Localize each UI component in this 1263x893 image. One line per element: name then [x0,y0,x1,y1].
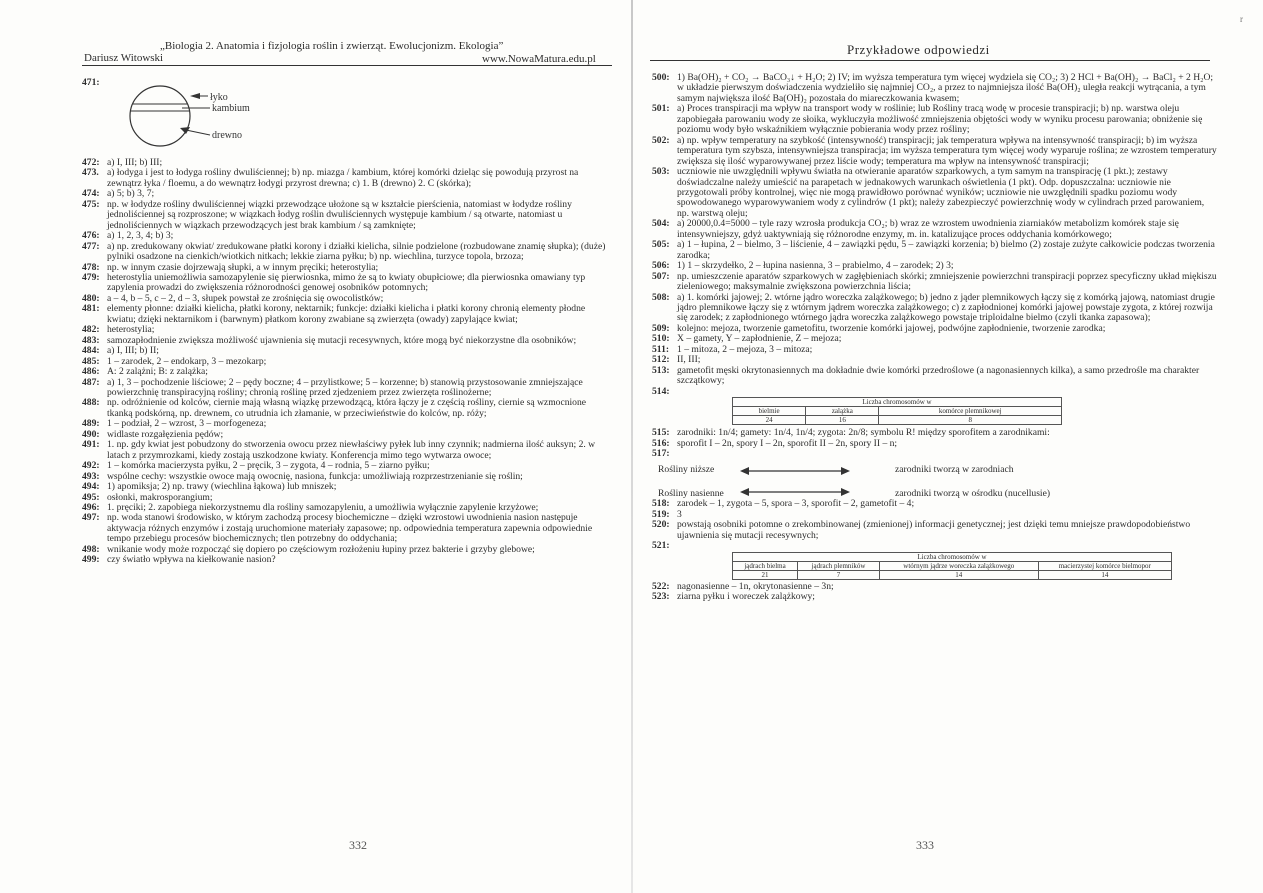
entry-number: 475: [82,198,100,210]
table-title: Liczba chromosomów w [733,552,1172,561]
entry-text: widlaste rozgałęzienia pędów; [107,428,224,440]
entry-text: a) np. zredukowany okwiat/ zredukowane płatki korony i działki kielicha, silnie podzielone (rozbudowane znamię słupka); (duże) pylniki osadzone na cienkich/wiotkich nitkach; lekkie ziarna pyłku; b) np. wiechlina, turzyce topola, brzoza; [107,240,606,263]
answer-entry [652,541,1217,551]
answer-entry [82,367,612,377]
answer-entry [652,136,1217,167]
table-cell: 16 [806,416,879,425]
answer-entry [82,398,612,419]
answer-entry [652,167,1217,219]
double-arrow [740,486,850,498]
entry-text: np. w łodydze rośliny dwuliściennej wiązki przewodzące ułożone są w kształcie pierścienia, natomiast w łodydze rośliny jednoliściennej są rozproszone; w wiązkach łodyg roślin dwuliściennych występuje kambium / są otwarte, natomiast u jednoliściennych w wiązkach przewodzących jest brak kambium / są zamknięte; [107,198,572,231]
scheme-label: Rośliny nasienne [658,488,724,500]
entry-number: 478: [82,261,100,273]
entry-text: A: 2 zalążni; B: z zalążka; [107,366,208,378]
entry-number: 472: [82,157,100,168]
entry-text: np. odróżnienie od kolców, ciernie mają własną wiązkę przewodzącą, która łączy je z częścią rośliny, ciernie są wzmocnione tkanką podskórną, np. drewnem, co utrudnia ich złamanie, w przeciwieństwie do kolców, np. róży; [107,397,587,419]
table-cell: 8 [879,416,1062,425]
entry-text: 1) 1 – skrzydełko, 2 – łupina nasienna, 3 – prabielmo, 4 – zarodek; 2) 3; [677,260,954,272]
entry-number: 492: [82,460,100,472]
answer-entry [82,378,612,399]
scheme-label: Rośliny niższe [658,464,715,476]
scheme-label: zarodniki tworzą w ośrodku (nucellusie) [895,488,1051,500]
diagram-label: kambium [212,103,250,114]
entry-number: 522: [652,580,670,592]
entry-text: zarodek – 1, zygota – 5, spora – 3, sporofit – 2, gametofit – 4; [677,498,915,510]
entry-number: 513: [652,364,670,376]
header-rule [650,60,1210,61]
entry-text: sporofit I – 2n, spory I – 2n, sporofit II – 2n, spory II – n; [677,437,898,449]
table-cell: 21 [733,570,798,579]
entry-text [677,387,1217,397]
answer-entry [82,200,612,231]
stem-outline [130,86,190,146]
entry-number: 483: [82,334,100,346]
answer-entry [652,73,1217,104]
answer-entry [652,240,1217,261]
entry-text: powstają osobniki potomne o zrekombinowanej (zmienionej) informacji genetycznej; jest dzięki temu mniejsze prawdopodobieństwo ujawnienia się mutacji recesywnych; [677,519,1191,541]
answer-entry [82,440,612,461]
answer-entry [652,104,1217,135]
answer-entry [652,293,1217,324]
page-number: 333 [916,838,934,852]
entry-text: II, III; [677,354,701,366]
table-header: zalążka [806,407,879,416]
table-header: bielmie [733,407,806,416]
answer-entry [652,520,1217,541]
table-514 [652,397,1217,425]
header-rule [82,65,612,66]
entry-number: 491: [82,439,100,451]
answer-list [652,73,1217,397]
entry-number: 518: [652,498,670,510]
answer-entry [652,366,1217,387]
answer-entry [82,242,612,263]
entry-number: 486: [82,366,100,378]
answer-entry [652,272,1217,293]
entry-number: 504: [652,218,670,230]
entry-text: a) 1, 2, 3, 4; b) 3; [107,230,174,242]
table-cell: 7 [798,570,880,579]
entry-text: np. woda stanowi środowisko, w którym zachodzą procesy biochemiczne – dzięki wzrostowi uwodnienia nasion następuje aktywacja różnych enzymów i zostają uruchomione materiały zapasowe; np. odpowiednia temperatura zapewnia odpowiednie tempo przebiegu procesów biochemicznych; tlen potrzebny do oddychania; [107,512,593,545]
entry-number: 493: [82,470,100,482]
entry-number: 476: [82,230,100,242]
answer-entry [652,428,1217,438]
entry-text: nagonasienne – 1n, okrytonasienne – 3n; [677,580,834,592]
entry-text: 1 – komórka macierzysta pyłku, 2 – pręcik, 3 – zygota, 4 – rodnia, 5 – ziarno pyłku; [107,460,430,472]
entry-text: 1) Ba(OH)₂ + CO₂ → BaCO₃↓ + H₂O; 2) IV; im wyższa temperatura tym więcej wydziela się CO₂; 3) 2 HCl + Ba(OH)₂ → BaCl₂ + 2 H₂O; w układzie pierwszym doświadczenia wydzieliło się najmniej CO₂, a przez to najmniejsza ilość Ba(OH)₂ uległa reakcji wytrącania, a tym samym największa ilość Ba(OH)₂ pozostała do miareczkowania kwasem; [677,72,1214,104]
scheme-label: zarodniki tworzą w zarodniach [895,464,1014,476]
entry-text: zarodniki: 1n/4; gamety: 1n/4, 1n/4; zygota: 2n/8; symbolu R! między sporofitem a zarodnikami: [677,427,1050,439]
answer-entry [82,168,612,189]
entry-text: a) I, III; b) III; [107,157,163,168]
entry-text: 1 – zarodek, 2 – endokarp, 3 – mezokarp; [107,355,267,367]
entry-text: 1) apomiksja; 2) np. trawy (wiechlina łąkowa) lub mniszek; [107,481,337,493]
entry-number: 514: [652,385,670,397]
entry-number: 523: [652,591,670,603]
answer-list [652,499,1217,551]
entry-text: a) 20000,0.4=5000 – tyle razy wzrosła produkcja CO₂; b) wraz ze wzrostem uwodnienia ziarniaków metabolizm komórek staje się intensywniejszy, gdyż uaktywniają się różnorodne enzymy, m. in. katalizujące proces oddychania komórkowego; [677,218,1179,240]
entry-number: 508: [652,291,670,303]
entry-text: 3 [677,508,682,520]
answer-entry [82,513,612,544]
entry-text: a) I, III; b) II; [107,345,159,357]
right-answer-column [652,73,1217,603]
entry-number: 515: [652,427,670,439]
entry-text: a – 4, b – 5, c – 2, d – 3, słupek powstał ze zrośnięcia się owocolistków; [107,292,384,304]
entry-text: a) Proces transpiracji ma wpływ na transport wody w roślinie; lub Rośliny tracą wodę w procesie transpiracji; b) np. warstwa oleju zapobiegała parowaniu wody ze słoika, wykluczyła możliwość zmniejszenia objętości wody w wyniku procesu parowania; obniżenie się poziomu wody było wskaźnikiem wyłącznie pobierania wody przez rośliny; [677,103,1203,136]
table-header: jądrach bielma [733,561,798,570]
table-header: wtórnym jądrze woreczka zalążkowego [879,561,1038,570]
entry-number: 507: [652,270,670,282]
entry-number: 501: [652,103,670,115]
answer-entry [652,592,1217,602]
answer-entry [82,482,612,492]
entry-text: a) np. wpływ temperatury na szybkość (intensywność) transpiracji; jak temperatura wpływa na intensywność transpiracji; b) im wyższa temperatura tym szybsza, intensywniejsza transpiracja; im wyższa temperatura tym więcej wody wyparuje roślina; ze wzrostem temperatury zwiększa się ilość wyparowywanej przez liście wody; temperatura ma wpływ na intensywność transpiracji; [677,134,1217,167]
diagram-471 [82,78,612,158]
entry-number: 477: [82,240,100,252]
entry-text: czy światło wpływa na kiełkowanie nasion? [107,554,276,566]
answer-entry [82,304,612,325]
entry-text: uczniowie nie uwzględnili wpływu światła na otwieranie aparatów szparkowych, a tym samym na transpirację (1 pkt.); zestawy doświadczalne należy umieścić na parapetach w jednakowych warunkach oświetlenia (1 pkt). Odp. dopuszczalna: uczniowie nie przygotowali próby kontrolnej, więc nie mogą prawidłowo porównać wyników; uczniowie nie uwzględnili spadku poziomu wody spowodowanego wyparowywaniem wody z cylindrów (1 pkt); należy zabezpieczyć powierzchnię wody w cylindrach przed parowaniem, np. warstwą oleju; [677,166,1205,219]
entry-text: heterostylia uniemożliwia samozapylenie się pierwiosnka, mimo że są to kwiaty obupłciowe; dla pierwiosnka omawiany typ zapylenia prowadzi do zwiększenia różnorodności genowej osobników potomnych; [107,271,586,294]
entry-number: 512: [652,354,670,366]
answer-entry [652,499,1217,509]
entry-text: wnikanie wody może rozpocząć się dopiero po częściowym rozłożeniu łupiny przez bakterie i grzyby glebowe; [107,543,535,555]
entry-text: 1. pręciki; 2. zapobiega niekorzystnemu dla rośliny samozapyleniu, a umożliwia wyłącznie zapylenie krzyżowe; [107,501,539,513]
entry-number: 511: [652,343,670,355]
entry-number: 487: [82,376,100,388]
entry-number: 505: [652,239,670,251]
entry-text: ziarna pyłku i woreczek zalążkowy; [677,591,815,603]
table-cell: 14 [1038,570,1171,579]
left-answer-column [82,78,612,566]
entry-text: X – gamety, Y – zapłodnienie, Z – mejoza; [677,333,842,345]
entry-number: 490: [82,428,100,440]
entry-text: wspólne cechy: wszystkie owoce mają owocnię, nasiona, funkcja: umożliwiają rozprzestrzenianie się roślin; [107,470,523,482]
entry-number: 498: [82,543,100,555]
entry-number: 473. [82,167,99,179]
entry-number: 480: [82,292,100,304]
site-url: www.NowaMatura.edu.pl [482,53,596,65]
entry-number: 474: [82,188,100,200]
entry-number: 497: [82,512,100,524]
answer-list [652,582,1217,603]
stem-cross-section-diagram [82,78,282,158]
entry-number: 488: [82,397,100,409]
table-521 [652,552,1217,580]
entry-text: a) łodyga i jest to łodyga rośliny dwuliściennej; b) np. miazga / kambium, której komórki dzieląc się powodują przyrost na zewnątrz łyka / floemu, a do wewnątrz łodygi przyrost drewna; c) 1. B (drewno) 2. C (skórka); [107,167,579,189]
entry-text: a) 5; b) 3, 7; [107,188,155,200]
answer-entry [652,449,1217,459]
answer-entry [652,345,1217,355]
entry-text: a) 1 – łupina, 2 – bielmo, 3 – liścienie, 4 – zawiązki pędu, 5 – zawiązki korzenia; b) bielmo (2) zostaje zużyte całkowicie podczas tworzenia zarodka; [677,239,1215,261]
double-arrow [740,465,850,477]
entry-number: 479: [82,271,100,283]
entry-text: osłonki, makrosporangium; [107,491,213,503]
entry-text: 1. np. gdy kwiat jest pobudzony do stworzenia owocu przez niewłaściwy pyłek lub inny czynnik; nadmierna ilość auksyn; 2. w latach z przymrozkami, kiedy zostają uszkodzone kwiaty. Konferencja mimo tego wytwarza owoce; [107,439,596,461]
entry-number: 503: [652,166,670,178]
entry-number: 509: [652,322,670,334]
corner-mark: r [1240,14,1243,24]
entry-number: 471: [82,77,100,88]
answer-entry [82,555,612,565]
entry-number: 499: [82,554,100,566]
answer-entry [82,273,612,294]
entry-number: 495: [82,491,100,503]
entry-text: gametofit męski okrytonasiennych ma dokładnie dwie komórki przedroślowe (a nagonasiennych kilka), a samo przedrośle ma charakter szczątkowy; [677,364,1200,387]
answer-entry [652,387,1217,397]
book-title: „Biologia 2. Anatomia i fizjologia roślin i zwierząt. Ewolucjonizm. Ekologia” [160,40,504,52]
author-name: Dariusz Witowski [84,52,164,64]
entry-text [677,449,1217,459]
entry-number: 500: [652,72,670,83]
entry-text: kolejno: mejoza, tworzenie gametofitu, tworzenie komórki jajowej, podwójne zapłodnienie, tworzenie zarodka; [677,322,1106,334]
entry-number: 521: [652,540,670,552]
table-cell: 24 [733,416,806,425]
entry-text: np. w innym czasie dojrzewają słupki, a w innym pręciki; heterostylia; [107,261,379,273]
entry-number: 496: [82,501,100,513]
entry-text: a) 1. komórki jajowej; 2. wtórne jądro woreczka zalążkowego; b) jedno z jąder plemnikowych łączy się z komórką jajową, natomiast drugie jądro plemnikowe łączy się z wtórnym jądrem woreczka zalążkowego; c) z zapłodnionej komórki jajowej powstaje zygota, z której rozwija się zarodek; z zapłodnionego wtórnego jądra woreczka zalążkowego powstaje triploidalne bielmo (czyli tkanka zapasowa); [677,291,1215,324]
scheme-517 [652,459,1217,499]
section-title: Przykładowe odpowiedzi [847,42,990,57]
entry-text: a) 1, 3 – pochodzenie liściowe; 2 – pędy boczne; 4 – przylistkowe; 5 – korzenne; b) stanowią przystosowanie zmniejszające powierzchnię transpiracyjną rośliny; chronią roślinę przed zjedzeniem przez zwierzęta roślinożerne; [107,376,583,398]
answer-list [652,428,1217,459]
entry-text: np. umieszczenie aparatów szparkowych w zagłębieniach skórki; zmniejszenie powierzchni transpiracji poprzez specyficzny układ miękiszu zieleniowego; maksymalnie zwiększona powierzchnia liścia; [677,270,1217,293]
diagram-label: drewno [212,130,242,141]
entry-number: 502: [652,134,670,146]
entry-number: 517: [652,447,670,459]
entry-number: 489: [82,418,100,430]
right-page [632,0,1263,893]
entry-text: elementy płonne: działki kielicha, płatki korony, nektarnik; funkcje: działki kielicha i płatki korony chronią elementy płodne kwiatu; dzięki nektarnikom i (barwnym) płatkom korony zwabiane są zwierzęta (owady) zapylające kwiat; [107,303,586,325]
answer-list [82,158,612,566]
entry-number: 520: [652,519,670,531]
answer-entry [652,219,1217,240]
entry-number: 506: [652,260,670,272]
entry-number: 482: [82,324,100,336]
answer-entry [652,439,1217,449]
entry-text: heterostylia; [107,324,155,336]
diagram-label: łyko [210,92,228,103]
page-number: 332 [349,838,367,852]
answer-entry [82,336,612,346]
entry-number: 485: [82,355,100,367]
entry-text: 1 – mitoza, 2 – mejoza, 3 – mitoza; [677,343,813,355]
entry-number: 494: [82,481,100,493]
table-cell: 14 [879,570,1038,579]
entry-text: samozapłodnienie zwiększa możliwość ujawnienia się mutacji recesywnych, które mogą być niekorzystne dla osobników; [107,334,577,346]
entry-number: 484: [82,345,100,357]
entry-number: 481: [82,303,100,315]
table-header: komórce plemnikowej [879,407,1062,416]
entry-number: 510: [652,333,670,345]
entry-number: 516: [652,437,670,449]
table-header: macierzystej komórce bielmopor [1038,561,1171,570]
entry-number: 519: [652,508,670,520]
table-header: jądrach plemników [798,561,880,570]
table-title: Liczba chromosomów w [733,398,1062,407]
entry-text [677,541,1217,551]
arrow-line [186,130,210,135]
entry-text: 1 – podział, 2 – wzrost, 3 – morfogeneza; [107,418,267,430]
